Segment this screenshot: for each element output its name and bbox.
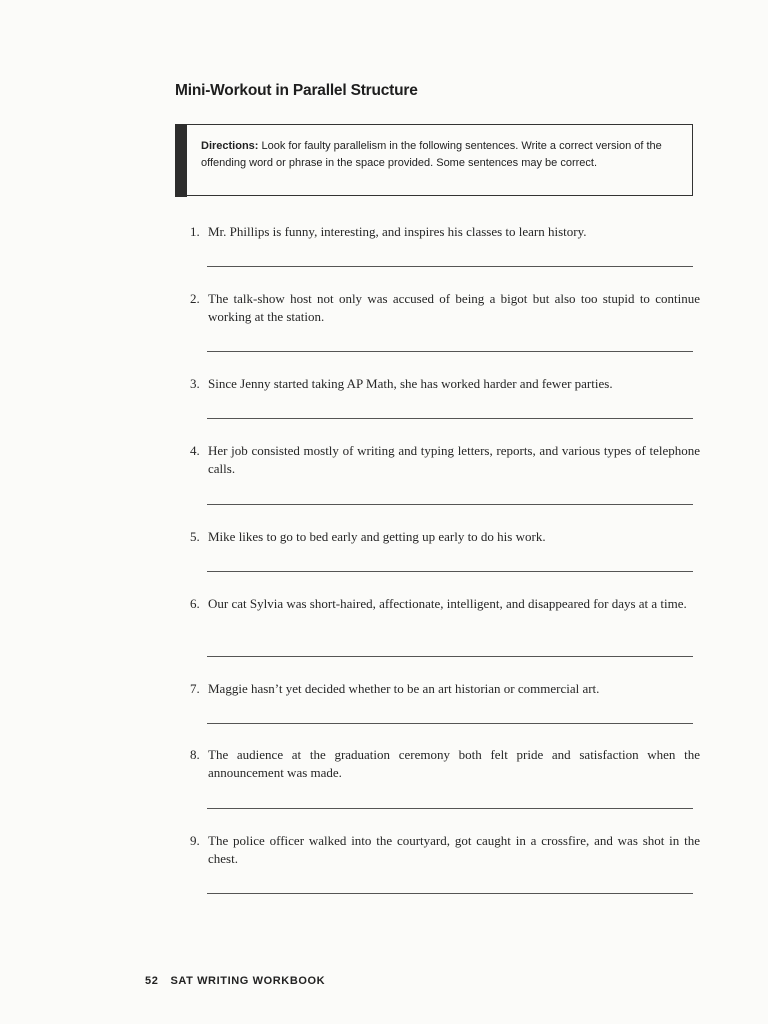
answer-line-4[interactable] bbox=[207, 504, 693, 505]
question-number: 6. bbox=[190, 596, 200, 611]
question-number: 3. bbox=[190, 376, 200, 391]
question-text: Maggie hasn’t yet decided whether to be an art historian or commercial art. bbox=[208, 681, 600, 696]
question-3 bbox=[190, 375, 700, 393]
answer-line-9[interactable] bbox=[207, 893, 693, 894]
question-text: The audience at the graduation ceremony both felt pride and satisfaction when the announcement was made. bbox=[208, 747, 700, 780]
question-5 bbox=[190, 528, 700, 546]
question-text: Her job consisted mostly of writing and typing letters, reports, and various types of telephone calls. bbox=[208, 443, 700, 476]
page-number: 52 bbox=[145, 975, 159, 987]
question-9 bbox=[190, 832, 700, 868]
directions-label: Directions: bbox=[201, 140, 259, 152]
page-footer bbox=[145, 975, 325, 987]
answer-line-1[interactable] bbox=[207, 266, 693, 267]
directions-accent-bar bbox=[175, 124, 187, 197]
question-number: 9. bbox=[190, 833, 200, 848]
directions-box bbox=[175, 124, 693, 196]
question-number: 1. bbox=[190, 224, 200, 239]
answer-line-7[interactable] bbox=[207, 723, 693, 724]
question-number: 4. bbox=[190, 443, 200, 458]
question-text: Mr. Phillips is funny, interesting, and inspires his classes to learn history. bbox=[208, 224, 587, 239]
question-7 bbox=[190, 680, 700, 698]
directions-body: Look for faulty parallelism in the following sentences. Write a correct version of the offending word or phrase in the space provided. Some sentences may be correct. bbox=[201, 140, 662, 169]
question-text: Our cat Sylvia was short-haired, affectionate, intelligent, and disappeared for days at a time. bbox=[208, 596, 687, 611]
question-text: The police officer walked into the courtyard, got caught in a crossfire, and was shot in the chest. bbox=[208, 833, 700, 866]
question-text: Since Jenny started taking AP Math, she has worked harder and fewer parties. bbox=[208, 376, 613, 391]
directions-text bbox=[201, 138, 680, 172]
book-title: SAT WRITING WORKBOOK bbox=[170, 975, 326, 987]
answer-line-8[interactable] bbox=[207, 808, 693, 809]
question-number: 7. bbox=[190, 681, 200, 696]
page-title: Mini-Workout in Parallel Structure bbox=[175, 82, 418, 99]
question-4 bbox=[190, 442, 700, 478]
question-text: Mike likes to go to bed early and getting up early to do his work. bbox=[208, 529, 546, 544]
question-text: The talk-show host not only was accused of being a bigot but also too stupid to continue working at the station. bbox=[208, 291, 700, 324]
question-8 bbox=[190, 746, 700, 782]
answer-line-5[interactable] bbox=[207, 571, 693, 572]
question-number: 2. bbox=[190, 291, 200, 306]
question-number: 8. bbox=[190, 747, 200, 762]
question-6 bbox=[190, 595, 700, 613]
question-2 bbox=[190, 290, 700, 326]
answer-line-6[interactable] bbox=[207, 656, 693, 657]
question-number: 5. bbox=[190, 529, 200, 544]
answer-line-2[interactable] bbox=[207, 351, 693, 352]
question-1 bbox=[190, 223, 700, 241]
answer-line-3[interactable] bbox=[207, 418, 693, 419]
